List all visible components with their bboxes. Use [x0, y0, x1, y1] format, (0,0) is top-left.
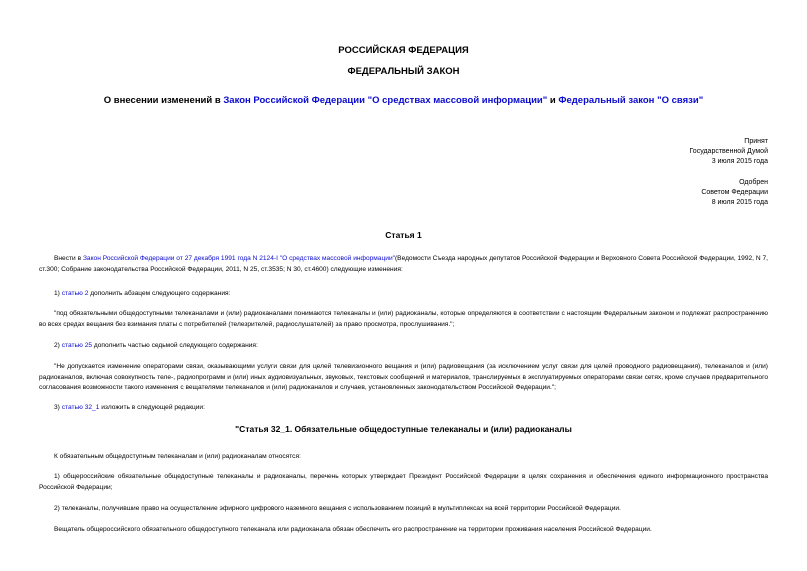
article-32-1-p1: К обязательным общедоступным телеканалам и (или) радиоканалам относятся: [54, 453, 301, 460]
law-title [0, 95, 807, 106]
law-title-prefix: О внесении изменений в [103, 95, 224, 106]
item-2-post: дополнить частью седьмой следующего содержания: [92, 342, 258, 349]
approval-line-3: 8 июля 2015 года [711, 199, 768, 206]
adoption-line-3: 3 июля 2015 года [711, 158, 768, 165]
item-3 [39, 403, 768, 414]
item-3-pre: 3) [54, 404, 62, 411]
intro-link-media-law[interactable]: Закон Российской Федерации от 27 декабря 1991 года N 2124-I "О средствах массовой информации" [82, 255, 395, 262]
item-2-pre: 2) [54, 342, 62, 349]
item-3-post: изложить в следующей редакции: [99, 404, 205, 411]
item-2 [39, 341, 768, 352]
article-1-intro [39, 254, 768, 275]
item-1 [39, 289, 768, 300]
article-32-1-p3: 2) телеканалы, получившие право на осуществление эфирного цифрового наземного вещания с использованием позиций в мультиплексах на всей территории Российской Федерации. [54, 505, 621, 512]
adoption-line-2: Государственной Думой [689, 148, 768, 155]
item-3-link[interactable]: статью 32_1 [61, 404, 100, 411]
law-title-mid: и [547, 95, 559, 106]
doc-type-heading: ФЕДЕРАЛЬНЫЙ ЗАКОН [347, 66, 460, 77]
article-32-1-title: "Статья 32_1. Обязательные общедоступные телеканалы и (или) радиоканалы [235, 424, 572, 434]
item-2-link[interactable]: статью 25 [61, 342, 93, 349]
item-2-text: "Не допускается изменение операторами связи, оказывающими услуги связи для целей телевизионного вещания и (или) радиовещания (за исключением услуг связи для целей проводного радиовещания), телеканалов и (или) радиоканалов, включая совокупность теле-, радиопрограмм и (или) иных аудиовизуальных, звуковых, текстовых сообщений и материалов, транслируемых в эксплуатируемых операторами связи сетях, кроме случаев предварительного согласования возможности такого изменения с вещателями телеканалов и (или) радиоканалов и случаев, установленных законодательством Российской Федерации."; [39, 363, 768, 391]
country-heading: РОССИЙСКАЯ ФЕДЕРАЦИЯ [338, 45, 469, 56]
adoption-line-1: Принят [744, 138, 768, 145]
item-1-post: дополнить абзацем следующего содержания: [88, 290, 231, 297]
approval-line-2: Советом Федерации [701, 189, 768, 196]
item-1-pre: 1) [54, 290, 62, 297]
item-1-link[interactable]: статью 2 [61, 290, 89, 297]
intro-post: (Ведомости Съезда народных депутатов Российской Федерации и Верховного Совета Российской Федерации, 1992, N 7, ст.300; Собрание законодательства Российской Федерации, 2011, N 25, ст.3535; N 30, ст.4600) следующие изменения: [39, 255, 768, 273]
adoption-block [689, 137, 768, 167]
article-32-1-p2: 1) общероссийские обязательные общедоступные телеканалы и радиоканалы, перечень которых утверждает Президент Российской Федерации в целях сохранения и обеспечения единого информационного пространства Российской Федерации; [39, 473, 768, 491]
law-title-link-communications[interactable]: Федеральный закон "О связи" [558, 95, 704, 106]
approval-line-1: Одобрен [739, 179, 768, 186]
article-1-title: Статья 1 [385, 230, 422, 240]
intro-pre: Внести в [54, 255, 83, 262]
approval-block [701, 178, 768, 208]
article-32-1-p4: Вещатель общероссийского обязательного общедоступного телеканала или радиоканала обязан обеспечить его распространение на территории проживания населения Российской Федерации. [54, 526, 652, 533]
item-1-text: "под обязательными общедоступными телеканалами и (или) радиоканалами понимаются телеканалы и (или) радиоканалы, которые определяются в соответствии с настоящим Федеральным законом и подлежат распространению во всех средах вещания без взимания платы с потребителей (телезрителей, радиослушателей) за право просмотра, прослушивания."; [39, 310, 768, 328]
law-title-link-media[interactable]: Закон Российской Федерации "О средствах массовой информации" [223, 95, 548, 106]
